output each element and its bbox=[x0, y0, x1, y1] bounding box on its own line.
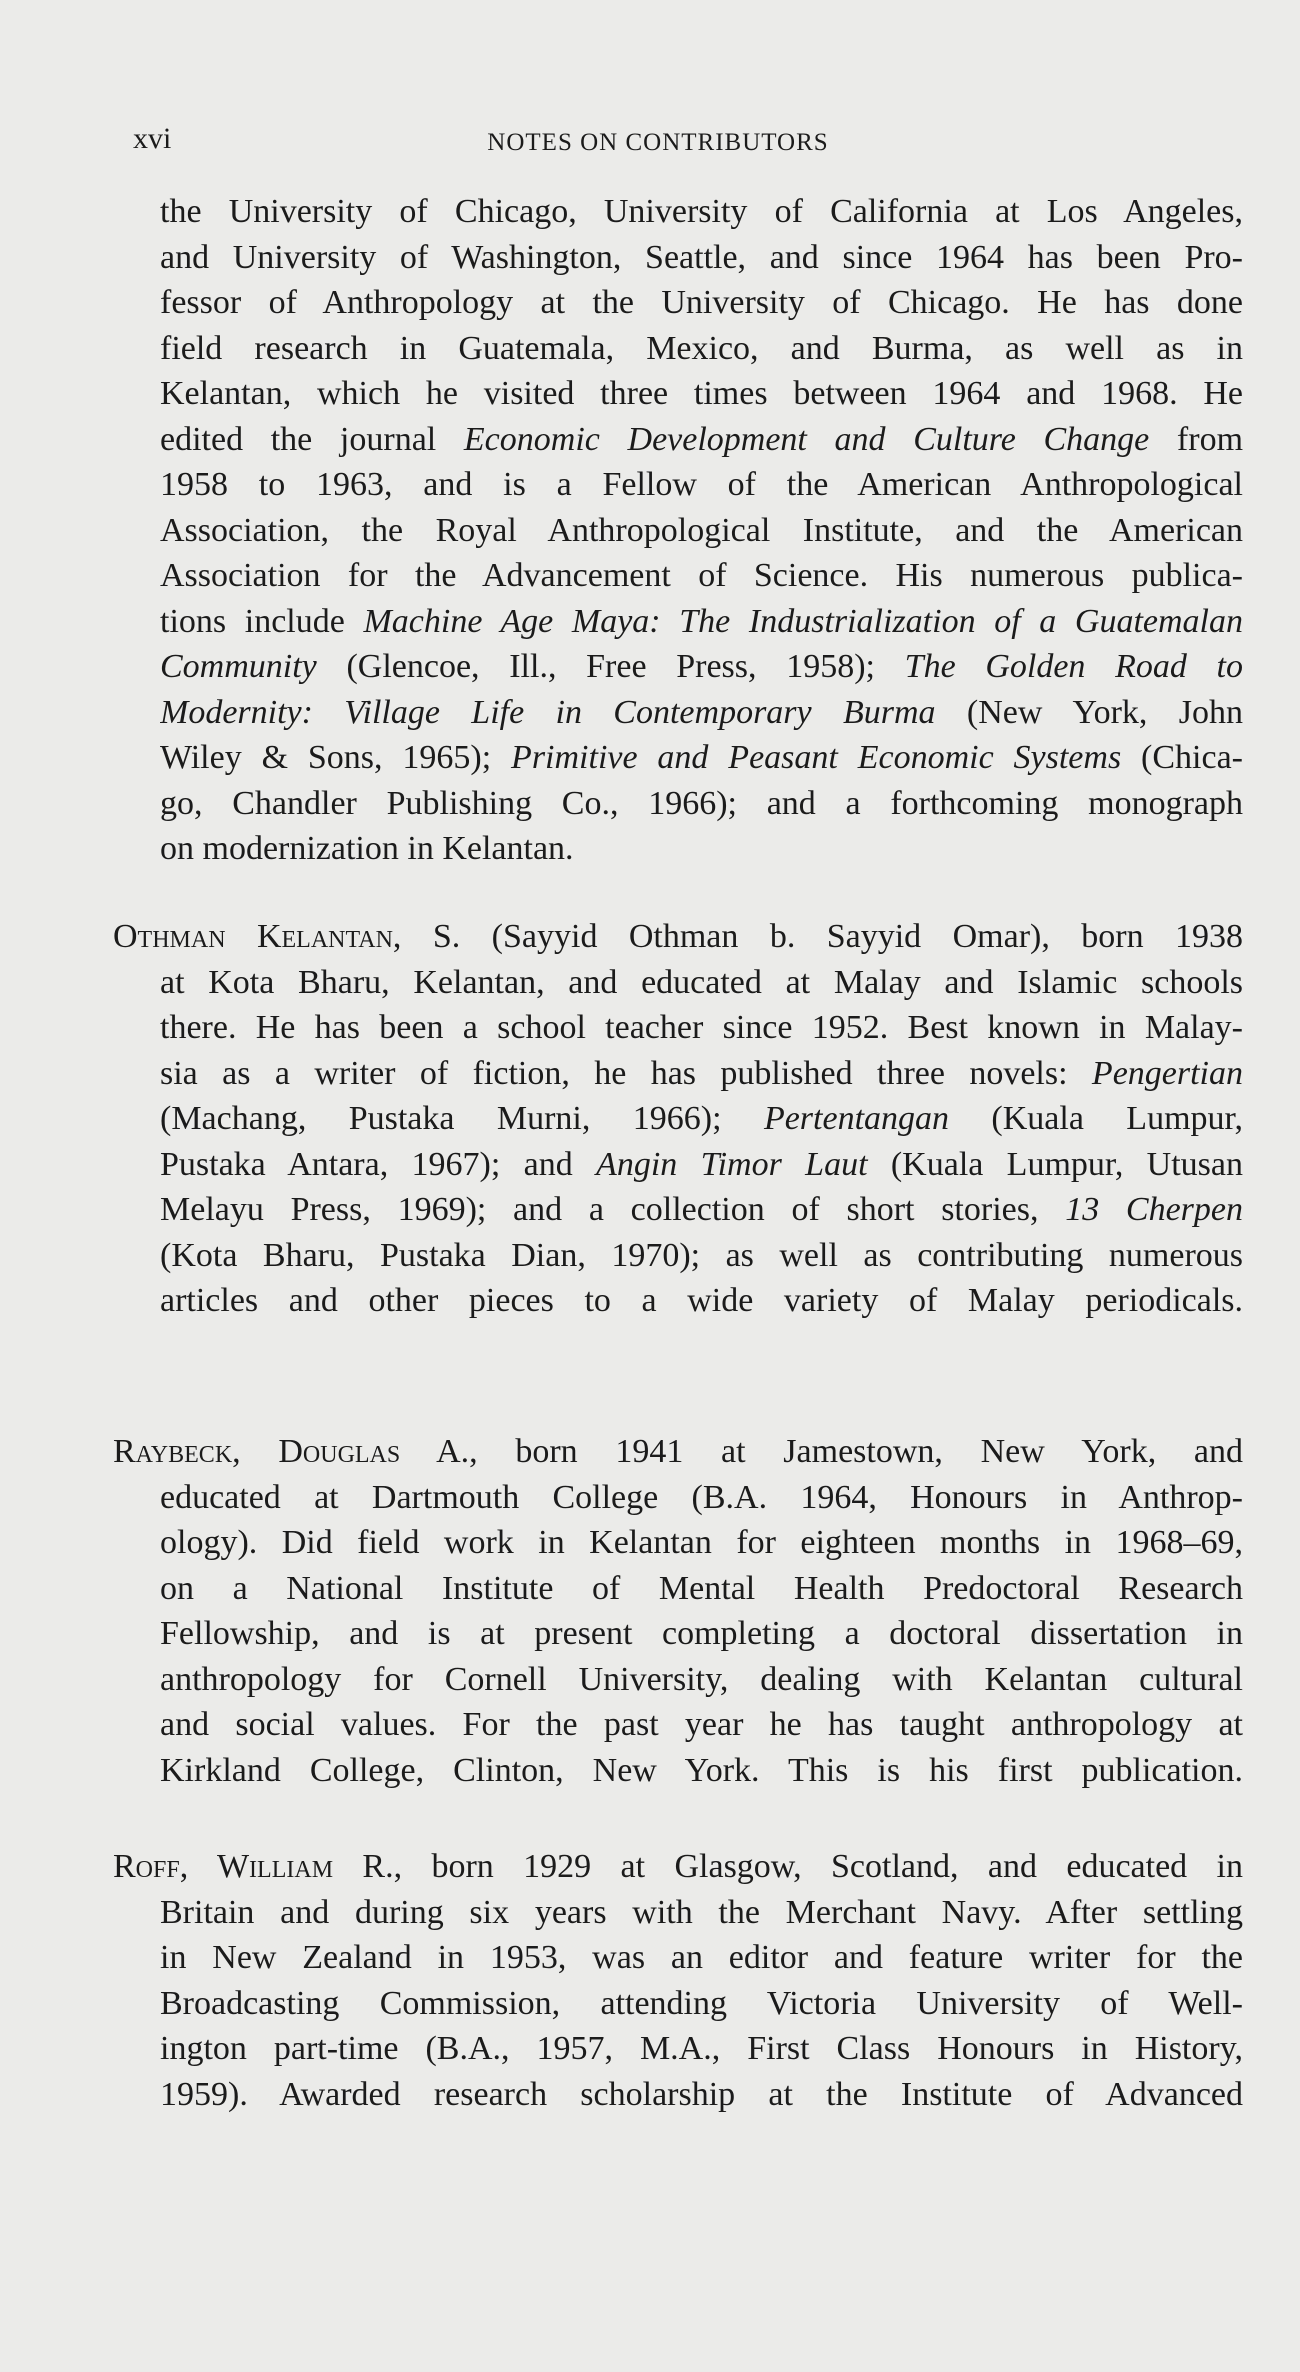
text-line bbox=[160, 1005, 1243, 1050]
text-line bbox=[160, 735, 1243, 780]
text-line bbox=[160, 1475, 1243, 1520]
italic-title: Modernity: Village Life in Contemporary Burma bbox=[160, 693, 936, 731]
text-line bbox=[160, 1520, 1243, 1565]
text-run: at Kota Bharu, Kelantan, and educated at Malay and Islamic schools bbox=[160, 963, 1243, 1001]
text-run: Broadcasting Commission, attending Victoria University of Well- bbox=[160, 1984, 1243, 2022]
text-line bbox=[160, 1051, 1243, 1096]
page-number: xvi bbox=[133, 122, 172, 155]
text-line bbox=[160, 2072, 1243, 2117]
text-run: there. He has been a school teacher since 1952. Best known in Malay- bbox=[160, 1009, 1243, 1046]
text-line bbox=[113, 914, 1243, 959]
text-line bbox=[160, 280, 1243, 325]
contributor-name: Roff, William bbox=[113, 1848, 334, 1885]
text-run: , S. (Sayyid Othman b. Sayyid Omar), born 1938 bbox=[392, 918, 1243, 955]
text-line bbox=[113, 1429, 1243, 1474]
italic-title: Community bbox=[160, 648, 317, 685]
text-line bbox=[160, 1702, 1243, 1747]
text-run: (Kota Bharu, Pustaka Dian, 1970); as well as contributing numerous bbox=[160, 1236, 1243, 1274]
text-run: sia as a writer of fiction, he has published three novels: bbox=[160, 1054, 1092, 1092]
text-line bbox=[160, 1981, 1243, 2026]
text-run: from bbox=[1149, 420, 1243, 458]
text-run: Kirkland College, Clinton, New York. This is his first publication. bbox=[160, 1751, 1243, 1789]
text-run: tions include bbox=[160, 602, 364, 640]
italic-title: 13 Cherpen bbox=[1065, 1191, 1243, 1228]
text-line bbox=[160, 235, 1243, 280]
italic-title: Primitive and Peasant Economic Systems bbox=[511, 739, 1122, 776]
text-line bbox=[160, 1096, 1243, 1141]
text-line bbox=[160, 553, 1243, 598]
text-line bbox=[160, 1611, 1243, 1656]
text-line bbox=[160, 960, 1243, 1005]
text-line bbox=[160, 1566, 1243, 1611]
text-line bbox=[160, 417, 1243, 462]
italic-title: Machine Age Maya: The Industrialization of a Guatemalan bbox=[363, 602, 1243, 640]
text-run: Association, the Royal Anthropological Institute, and the American bbox=[160, 511, 1243, 549]
text-run: (New York, John bbox=[935, 693, 1243, 731]
text-line bbox=[160, 826, 1243, 871]
text-line bbox=[113, 1844, 1243, 1889]
text-run: the University of Chicago, University of California at Los Angeles, bbox=[160, 193, 1243, 230]
contributor-name: Raybeck, Douglas bbox=[113, 1433, 401, 1470]
text-run: on modernization in Kelantan. bbox=[160, 830, 574, 867]
text-run: Melayu Press, 1969); and a collection of short stories, bbox=[160, 1191, 1066, 1228]
text-line bbox=[160, 1657, 1243, 1702]
text-run: (Kuala Lumpur, bbox=[949, 1100, 1243, 1137]
running-header: NOTES ON CONTRIBUTORS bbox=[487, 129, 829, 156]
text-line bbox=[160, 1233, 1243, 1278]
italic-title: Economic Development and Culture Change bbox=[463, 420, 1150, 458]
text-line bbox=[160, 644, 1243, 689]
text-run: R., born 1929 at Glasgow, Scotland, and educated in bbox=[333, 1848, 1243, 1885]
text-run: ington part-time (B.A., 1957, M.A., First Class Honours in History, bbox=[160, 2030, 1243, 2067]
text-run: in New Zealand in 1953, was an editor and feature writer for the bbox=[160, 1939, 1243, 1976]
text-line bbox=[160, 1748, 1243, 1793]
text-run: (Machang, Pustaka Murni, 1966); bbox=[160, 1100, 764, 1137]
text-run: fessor of Anthropology at the University of Chicago. He has done bbox=[160, 284, 1243, 321]
text-line bbox=[160, 1142, 1243, 1187]
text-line bbox=[160, 690, 1243, 735]
text-run: 1958 to 1963, and is a Fellow of the American Anthropological bbox=[160, 466, 1243, 503]
text-run: Association for the Advancement of Science. His numerous publica- bbox=[160, 557, 1243, 594]
text-run: educated at Dartmouth College (B.A. 1964, Honours in Anthrop- bbox=[160, 1478, 1243, 1516]
italic-title: Pengertian bbox=[1091, 1054, 1243, 1092]
text-line bbox=[160, 1187, 1243, 1232]
text-line bbox=[160, 1935, 1243, 1980]
text-line bbox=[160, 508, 1243, 553]
text-line bbox=[160, 781, 1243, 826]
text-line bbox=[160, 462, 1243, 507]
text-run: and social values. For the past year he has taught anthropology at bbox=[160, 1706, 1243, 1743]
text-run: anthropology for Cornell University, dealing with Kelantan cultural bbox=[160, 1660, 1243, 1698]
italic-title: Angin Timor Laut bbox=[596, 1145, 868, 1183]
text-line bbox=[160, 2026, 1243, 2071]
text-line bbox=[160, 1278, 1243, 1323]
text-run: go, Chandler Publishing Co., 1966); and a forthcoming monograph bbox=[160, 784, 1243, 822]
text-line bbox=[160, 326, 1243, 371]
text-run: ology). Did field work in Kelantan for eighteen months in 1968–69, bbox=[160, 1524, 1243, 1561]
text-line bbox=[160, 599, 1243, 644]
text-run: edited the journal bbox=[160, 420, 464, 458]
text-line bbox=[160, 189, 1243, 234]
text-line bbox=[160, 371, 1243, 416]
text-run: and University of Washington, Seattle, and since 1964 has been Pro- bbox=[160, 238, 1243, 276]
text-run: (Chica- bbox=[1121, 739, 1243, 776]
text-run: articles and other pieces to a wide variety of Malay periodicals. bbox=[160, 1282, 1243, 1319]
text-run: Pustaka Antara, 1967); and bbox=[160, 1145, 597, 1183]
text-run: Kelantan, which he visited three times between 1964 and 1968. He bbox=[160, 375, 1243, 412]
text-run: field research in Guatemala, Mexico, and Burma, as well as in bbox=[160, 329, 1243, 367]
contributor-name: Othman Kelantan bbox=[113, 918, 393, 955]
text-run: (Kuala Lumpur, Utusan bbox=[867, 1145, 1243, 1183]
italic-title: Pertentangan bbox=[763, 1100, 950, 1137]
text-run: Fellowship, and is at present completing a doctoral dissertation in bbox=[160, 1615, 1243, 1652]
text-run: Wiley & Sons, 1965); bbox=[160, 739, 512, 776]
text-run: on a National Institute of Mental Health Predoctoral Research bbox=[160, 1569, 1243, 1607]
text-run: 1959). Awarded research scholarship at the Institute of Advanced bbox=[160, 2075, 1243, 2113]
text-run: (Glencoe, Ill., Free Press, 1958); bbox=[316, 648, 905, 685]
italic-title: The Golden Road to bbox=[904, 648, 1243, 685]
text-line bbox=[160, 1890, 1243, 1935]
text-run: A., born 1941 at Jamestown, New York, and bbox=[400, 1433, 1243, 1470]
text-run: Britain and during six years with the Merchant Navy. After settling bbox=[160, 1893, 1243, 1931]
